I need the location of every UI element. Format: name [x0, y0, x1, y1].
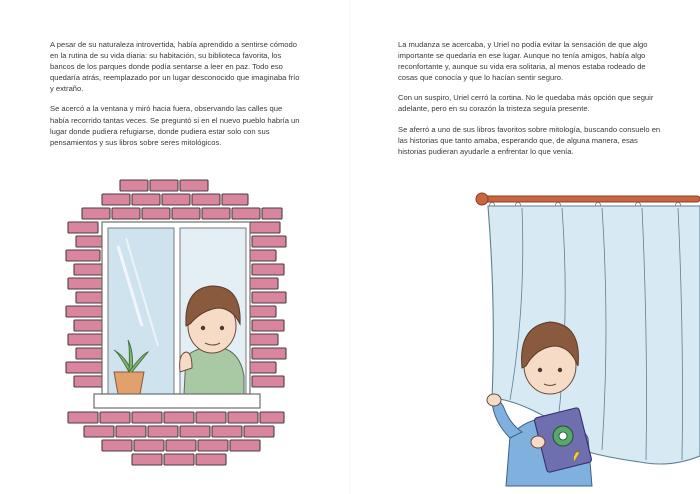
boy-at-brick-window-illustration — [62, 176, 294, 476]
right-paragraph-3: Se aferró a uno de sus libros favoritos sobre mitología, buscando consuelo en las historias que tanto amaba, esperando que, de alguna manera, esas historias pudieran ayudarle a enfrentar lo que venía. — [398, 124, 661, 156]
boy-with-curtain-and-book-illustration — [470, 186, 700, 492]
right-paragraph-1: La mudanza se acercaba, y Uriel no podía evitar la sensación de que algo importante se quedaría en ese lugar. Aunque no tenía amigos, había algo reconfortante y, aunque su vida era solitaria, al menos estaba rodeado de cosas que conocía y que lo hacían sentir seguro. — [398, 40, 648, 83]
left-paragraph-1: A pesar de su naturaleza introvertida, había aprendido a sentirse cómodo en la rutina de su vida diaria: su habitación, su biblioteca favorita, los bancos de los parques donde podía sentarse a leer en paz. Todo eso quedaría atrás, reemplazado por un lugar desconocido que imaginaba frío y extraño. — [50, 40, 300, 94]
window-sill — [94, 394, 260, 408]
left-paragraph-2: Se acercó a la ventana y miró hacia fuera, observando las calles que había recorrido tantas veces. Se preguntó si en el nuevo pueblo habría un lugar donde pudiera refugiarse, donde pudiera estar solo con sus pensamientos y sus libros sobre seres mitológicos. — [50, 104, 300, 147]
right-page — [350, 0, 700, 494]
curtain — [488, 206, 700, 464]
curtain-rod — [476, 193, 700, 208]
right-paragraph-2: Con un suspiro, Uriel cerró la cortina. No le quedaba más opción que seguir adelante, pero en su corazón la tristeza seguía presente. — [398, 93, 654, 114]
left-page-text — [50, 39, 300, 157]
right-page-text — [398, 39, 662, 166]
